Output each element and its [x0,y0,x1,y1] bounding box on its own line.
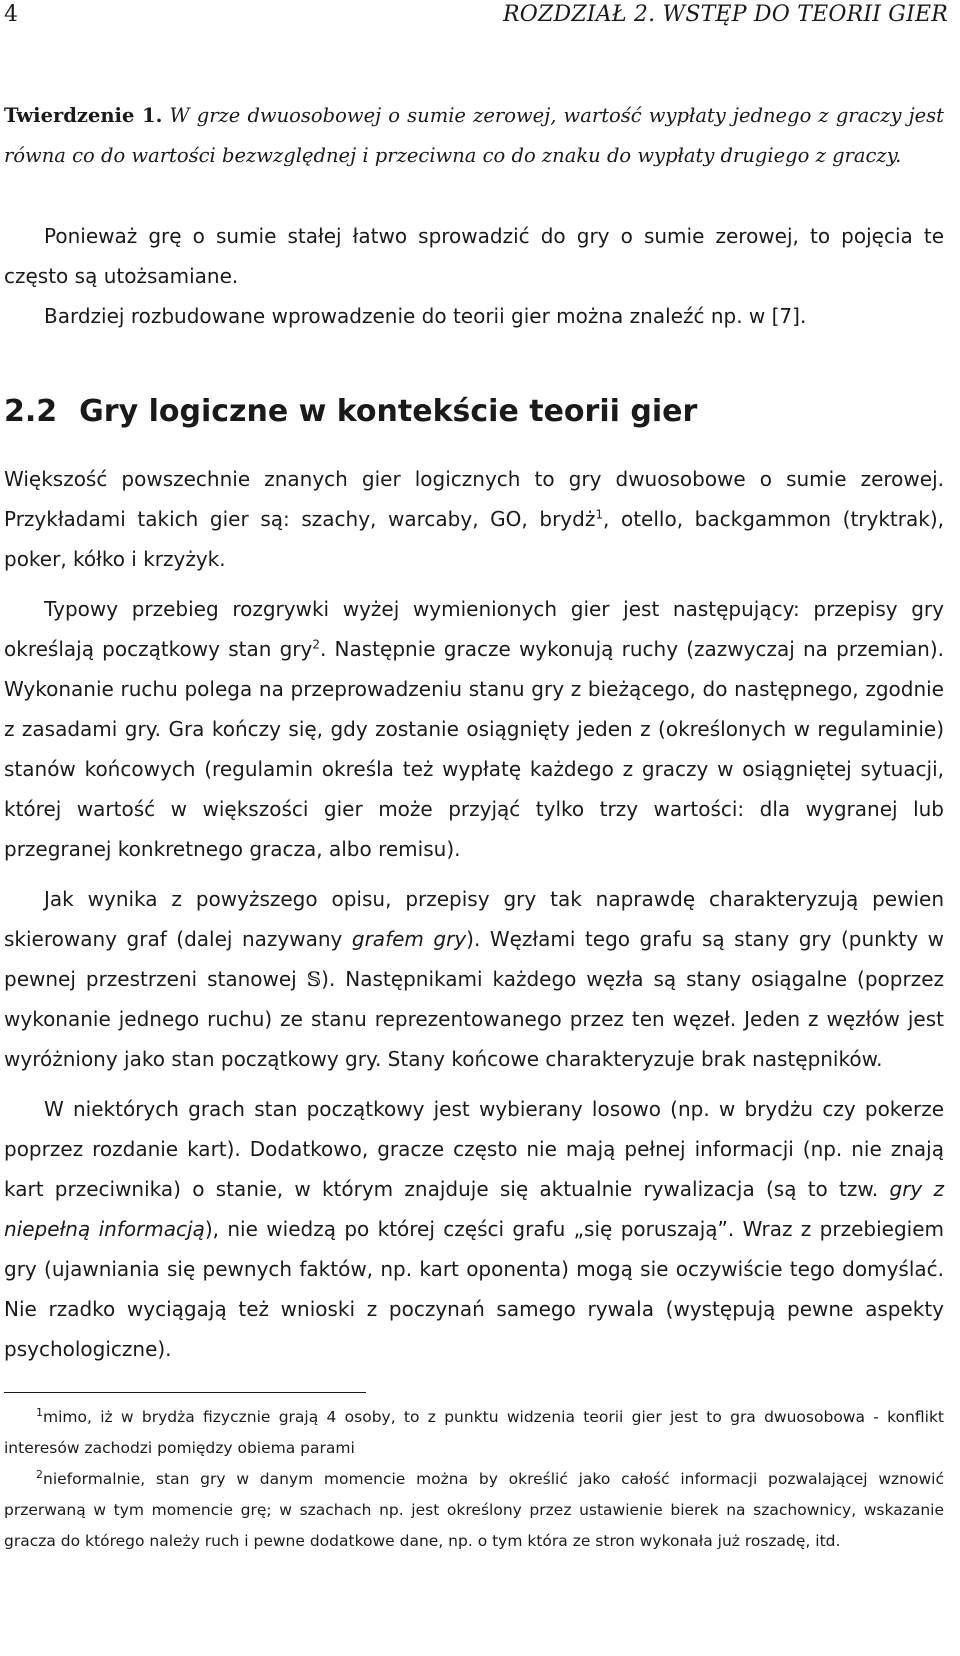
footnote-ref-2[interactable]: 2 [312,637,320,652]
paragraph-games-list [4,459,944,579]
footnote-mark: 2 [36,1467,43,1481]
paragraph-text: Typowy przebieg rozgrywki wyżej wymienionych gier jest następujący: przepisy gry określają początkowy stan gry [4,597,944,661]
paragraph-text: , otello, backgammon (tryktrak), poker, kółko i krzyżyk. [4,507,944,571]
intro-paragraph-1: Ponieważ grę o sumie stałej łatwo sprowadzić do gry o sumie zerowej, to pojęcia te często są utożsamiane. [4,224,944,288]
footnote-text: mimo, iż w brydża fizycznie grają 4 osoby, to z punktu widzenia teorii gier jest to gra dwuosobowa - konflikt interesów zachodzi pomiędzy obiema parami [4,1408,944,1457]
theorem-label: Twierdzenie 1. [4,104,163,127]
paragraph-text: ). Następnikami każdego węzła są stany osiągalne (poprzez wykonanie jednego ruchu) ze stanu reprezentowanego przez ten węzeł. Jeden z węzłów jest wyróżniony jako stan początkowy gry. Stany końcowe charakteryzuje brak następników. [4,967,944,1071]
paragraph-game-flow [4,589,944,869]
state-space-symbol: 𝕊 [306,967,322,991]
footnote-mark: 1 [36,1405,43,1419]
emphasis-term: grafem gry [351,927,467,951]
page-body [4,96,944,1369]
emphasis-term: gry z niepełną informacją [4,1177,945,1241]
footnote-text: nieformalnie, stan gry w danym momencie można by określić jako całość informacji pozwalającej wznowić przerwaną w tym momencie grę; w szachach np. jest określony przez ustawienie bierek na szachownicy, wskazanie gracza do którego należy ruch i pewne dodatkowe dane, np. o tym która ze stron wykonała już roszadę, itd. [4,1470,944,1550]
theorem-block [4,96,944,176]
page-number: 4 [4,2,18,27]
paragraph-game-graph [4,879,944,1079]
section-number: 2.2 [4,394,58,429]
footnote-2 [4,1464,944,1557]
paragraph-text: W niektórych grach stan początkowy jest wybierany losowo (np. w brydżu czy pokerze poprzez rozdanie kart). Dodatkowo, gracze często nie mają pełnej informacji (np. nie znają kart przeciwnika) o stanie, w którym znajduje się aktualnie rywalizacja (są to tzw. [4,1097,944,1201]
theorem-text: W grze dwuosobowej o sumie zerowej, wartość wypłaty jednego z graczy jest równa co do wartości bezwzględnej i przeciwna co do znaku do wypłaty drugiego z graczy. [4,104,945,167]
page-header [4,2,948,38]
paragraph-imperfect-info [4,1089,944,1369]
footnote-ref-1[interactable]: 1 [595,507,603,522]
section-title: Gry logiczne w kontekście teorii gier [79,394,698,429]
footnote-rule [4,1392,366,1393]
paragraph-text: ), nie wiedzą po której części grafu „się poruszają”. Wraz z przebiegiem gry (ujawniania się pewnych faktów, np. kart oponenta) mogą sie oczywiście tego domyślać. Nie rzadko wyciągają też wnioski z poczynań samego rywala (występują pewne aspekty psychologiczne). [4,1217,944,1361]
footnotes [4,1402,944,1557]
paragraph-text: Jak wynika z powyższego opisu, przepisy gry tak naprawdę charakteryzują pewien skierowany graf (dalej nazywany [4,887,944,951]
running-head: ROZDZIAŁ 2. WSTĘP DO TEORII GIER [503,2,948,27]
section-heading [4,394,944,429]
paragraph-text: . Następnie gracze wykonują ruchy (zazwyczaj na przemian). Wykonanie ruchu polega na przeprowadzeniu stanu gry z bieżącego, do następnego, zgodnie z zasadami gry. Gra kończy się, gdy zostanie osiągnięty jeden z (określonych w regulaminie) stanów końcowych (regulamin określa też wypłatę każdego z graczy w osiągniętej sytuacji, której wartość w większości gier może przyjąć tylko trzy wartości: dla wygranej lub przegranej konkretnego gracza, albo remisu). [4,637,944,861]
footnote-1 [4,1402,944,1464]
intro-paragraph-2: Bardziej rozbudowane wprowadzenie do teorii gier można znaleźć np. w [7]. [44,304,807,328]
paragraph-text: Większość powszechnie znanych gier logicznych to gry dwuosobowe o sumie zerowej. Przykładami takich gier są: szachy, warcaby, GO, brydż [4,467,944,531]
paragraph-text: ). Węzłami tego grafu są stany gry (punkty w pewnej przestrzeni stanowej [4,927,944,991]
